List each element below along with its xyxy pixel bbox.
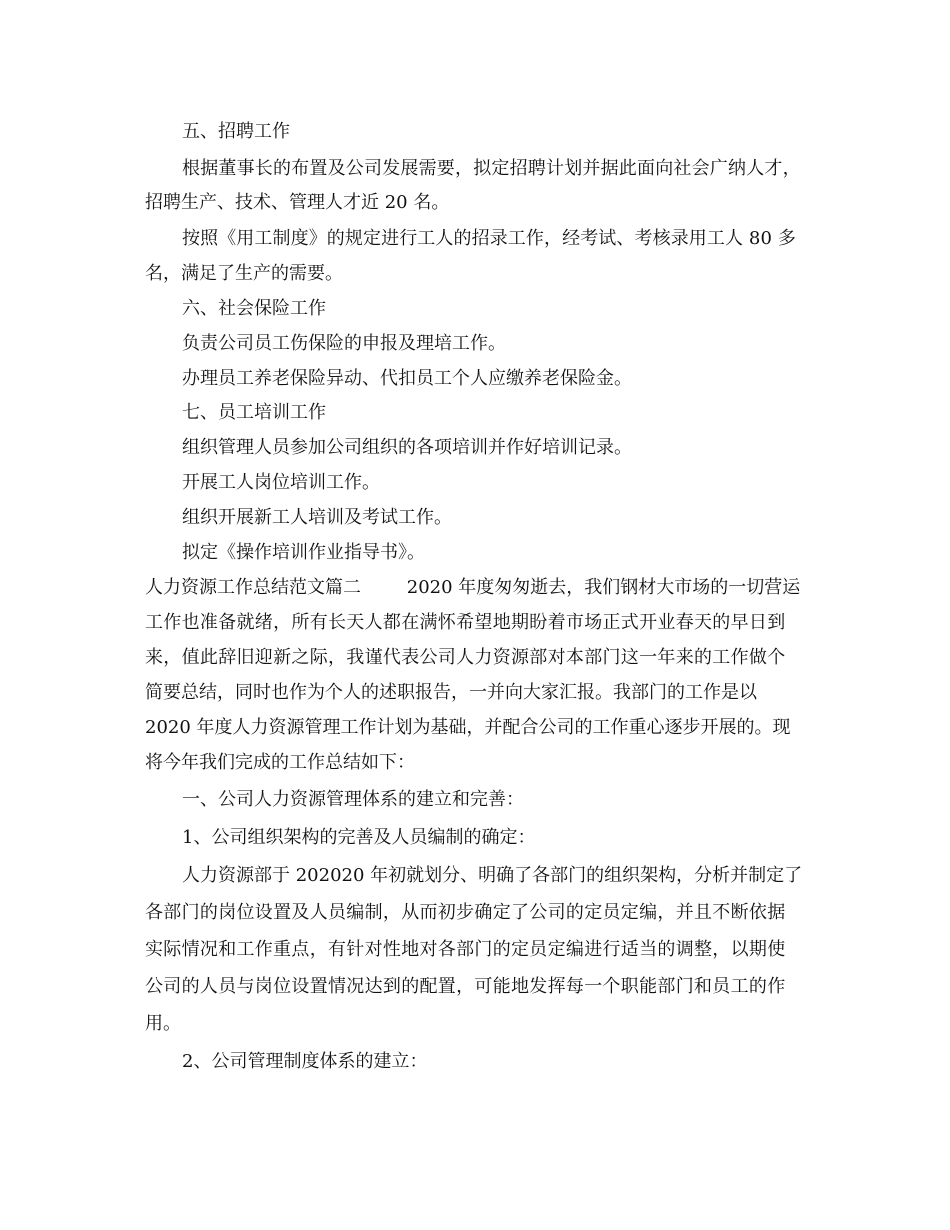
paragraph-line: 2020 年度人力资源管理工作计划为基础，并配合公司的工作重心逐步开展的。现 — [145, 717, 791, 738]
paragraph-line: 按照《用工制度》的规定进行工人的招录工作，经考试、考核录用工人 80 多 — [182, 228, 796, 249]
paragraph-line: 名，满足了生产的需要。 — [145, 263, 343, 284]
paragraph-line: 拟定《操作培训作业指导书》。 — [182, 542, 425, 563]
paragraph-line: 根据董事长的布置及公司发展需要，拟定招聘计划并据此面向社会广纳人才， — [182, 158, 801, 179]
heading-recruitment: 五、招聘工作 — [182, 121, 290, 142]
paragraph-line: 各部门的岗位设置及人员编制，从而初步确定了公司的定员定编，并且不断依据 — [145, 902, 786, 923]
paragraph-line: 组织开展新工人培训及考试工作。 — [182, 507, 452, 528]
paragraph-line: 来，值此辞旧迎新之际，我谨代表公司人力资源部对本部门这一年来的工作做个 — [145, 647, 786, 668]
paragraph-line: 将今年我们完成的工作总结如下： — [145, 752, 415, 773]
paragraph-line: 工作也准备就绪，所有长天人都在满怀希望地期盼着市场正式开业春天的早日到 — [145, 612, 786, 633]
subheading-org-structure: 1、公司组织架构的完善及人员编制的确定： — [182, 827, 536, 848]
section-title-line: 人力资源工作总结范文篇二 2020 年度匆匆逝去，我们钢材大市场的一切营运 — [145, 577, 801, 598]
heading-staff-training: 七、员工培训工作 — [182, 402, 326, 423]
subheading-management-system: 2、公司管理制度体系的建立： — [182, 1051, 428, 1072]
paragraph-line: 实际情况和工作重点，有针对性地对各部门的定员定编进行适当的调整，以期使 — [145, 939, 786, 960]
paragraph-line: 简要总结，同时也作为个人的述职报告，一并向大家汇报。我部门的工作是以 — [145, 682, 757, 703]
paragraph-line: 开展工人岗位培训工作。 — [182, 472, 380, 493]
paragraph-line: 用。 — [145, 1013, 181, 1034]
heading-social-insurance: 六、社会保险工作 — [182, 298, 326, 319]
paragraph-line: 公司的人员与岗位设置情况达到的配置，可能地发挥每一个职能部门和员工的作 — [145, 976, 786, 997]
paragraph-line: 负责公司员工伤保险的申报及理培工作。 — [182, 333, 506, 354]
paragraph-line: 组织管理人员参加公司组织的各项培训并作好培训记录。 — [182, 437, 632, 458]
paragraph-line: 办理员工养老保险异动、代扣员工个人应缴养老保险金。 — [182, 368, 632, 389]
heading-hr-system: 一、公司人力资源管理体系的建立和完善： — [182, 789, 524, 810]
paragraph-line: 人力资源部于 202020 年初就划分、明确了各部门的组织架构，分析并制定了 — [182, 865, 803, 886]
paragraph-line: 招聘生产、技术、管理人才近 20 名。 — [145, 192, 450, 213]
